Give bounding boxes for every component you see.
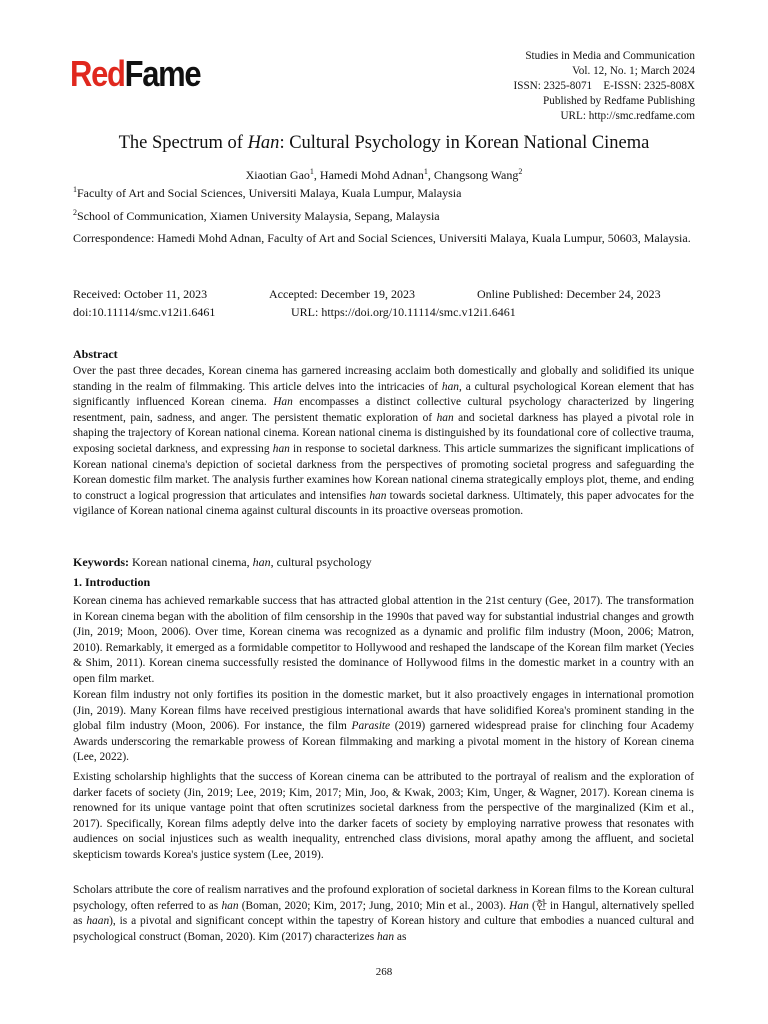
- journal-name: Studies in Media and Communication: [525, 50, 695, 62]
- journal-issn: ISSN: 2325-8071 E-ISSN: 2325-808X: [513, 80, 695, 92]
- correspondence: Correspondence: Hamedi Mohd Adnan, Faculty of Art and Social Sciences, Universiti Malaya, Kuala Lumpur, 50603, Malaysia.: [73, 231, 691, 245]
- paper-title: [0, 133, 768, 154]
- author: Changsong Wang$^2$: [433, 167, 523, 182]
- accepted-date: Accepted: December 19, 2023: [269, 287, 415, 301]
- received-date: Received: October 11, 2023: [73, 287, 208, 301]
- journal-publisher: Published by Redfame Publishing: [543, 95, 695, 107]
- journal-url[interactable]: URL: http://smc.redfame.com: [560, 110, 695, 122]
- page-number: 268: [375, 966, 393, 978]
- journal-volume: Vol. 12, No. 1; March 2024: [572, 65, 695, 77]
- keywords: [73, 555, 372, 570]
- author-list: [0, 168, 768, 183]
- journal-info: [514, 49, 696, 124]
- logo-black-text: Fame: [124, 53, 201, 94]
- redfame-logo: [70, 53, 201, 94]
- affiliation-1: $^1$Faculty of Art and Social Sciences, Universiti Malaya, Kuala Lumpur, Malaysia: [73, 185, 462, 200]
- logo-red-text: Red: [70, 53, 125, 94]
- section-heading: 1. Introduction: [73, 575, 151, 589]
- keywords-text: Korean national cinema, han, cultural psychology: [129, 555, 372, 569]
- abstract-heading: Abstract: [73, 347, 118, 361]
- keywords-label: Keywords:: [73, 555, 129, 569]
- doi-url[interactable]: URL: https://doi.org/10.11114/smc.v12i1.6461: [291, 305, 516, 319]
- author: Hamedi Mohd Adnan$^1$,: [319, 167, 434, 182]
- abstract-text: Over the past three decades, Korean cinema has garnered increasing acclaim both domestically and globally and solidified its unique standing in the realm of filmmaking. This article delves into the intricacies of han, a cultural psychological Korean element that has significantly influenced Korean cinema. Han encompasses a distinct collective cultural psychology characterized by lingering resentment, pain, sadness, and anger. The persistent thematic exploration of han and societal darkness has played a pivotal role in shaping the trajectory of Korean national cinema. Korean national cinema is distinguished by its foundational core of collective trauma, exposing societal darkness, and expressing han in response to societal darkness. This article summarizes the significant implications of Korean national cinema's depiction of societal darkness from the perspectives of promoting societal progress and safeguarding the Korean domestic film market. The analysis further examines how Korean national cinema strategically employs plot, theme, and ending to construct a logical progression that articulates and intensifies han towards societal darkness. Ultimately, this paper advocates for the vigilance of Korean national cinema against cultural discounts in its proactive overseas promotion.: [73, 365, 695, 518]
- paragraph: Korean film industry not only fortifies its position in the domestic market, but it also proactively engages in international promotion (Jin, 2019). Many Korean films have received prestigious international awards that have solidified Korea's prominent standing in the global film industry (Moon, 2006). For instance, the film Parasite (2019) garnered widespread praise for clinching four Academy Awards underscoring the remarkable prowess of Korean filmmaking and marking a pivotal moment in the history of Korean cinema (Lee, 2022).: [73, 689, 694, 764]
- affiliation-2: $^2$School of Communication, Xiamen University Malaysia, Sepang, Malaysia: [73, 208, 440, 223]
- published-date: Online Published: December 24, 2023: [477, 287, 661, 301]
- title-italic: Han: [247, 133, 280, 153]
- paragraph: Existing scholarship highlights that the success of Korean cinema can be attributed to the portrayal of realism and the exploration of darker facets of society (Jin, 2019; Lee, 2019; Kim, 2017; Min, Joo, & Kwak, 2003; Kim, Unger, & Wagner, 2017). Korean cinema is renowned for its unique vantage point that often scrutinizes societal darkness from the perspective of the marginalized (Kim et al., 2017). Specifically, Korean films adeptly delve into the darker facets of society by employing narrative prowess that resonates with audiences on social injustices such as wealth inequality, entrenched class divisions, moral apathy among the affluent, and societal skepticism towards Korea's justice system (Lee, 2019).: [73, 771, 694, 861]
- paragraph: Korean cinema has achieved remarkable success that has attracted global attention in the 21st century (Gee, 2017). The transformation in Korean cinema began with the abolition of film censorship in the 1990s that paved way for substantial industrial changes and growth (Jin, 2019; Moon, 2006). Over time, Korean cinema was recognized as a dynamic and prolific film industry (Moon, 2006; Matron, 2010). Remarkably, it emerged as a formidable competitor to Hollywood and reshaped the landscape of the Korean film market (Yecies & Shim, 2011). Korean cinema successfully resisted the dominance of Hollywood films in the domestic market in a country with an open film market.: [73, 595, 694, 685]
- doi: doi:10.11114/smc.v12i1.6461: [73, 305, 216, 319]
- author: Xiaotian Gao$^1$,: [245, 167, 320, 182]
- title-part: : Cultural Psychology in Korean National Cinema: [279, 133, 650, 153]
- title-part: The Spectrum of: [118, 133, 248, 153]
- paragraph: Scholars attribute the core of realism narratives and the profound exploration of societal darkness in Korean films to the Korean cultural psychology, often referred to as han (Boman, 2020; Kim, 2017; Jung, 2010; Min et al., 2003). Han (한 in Hangul, alternatively spelled as haan), is a pivotal and significant concept within the tapestry of Korean history and culture that embodies a nuanced cultural and psychological construct (Boman, 2020). Kim (2017) characterizes han as: [73, 884, 695, 943]
